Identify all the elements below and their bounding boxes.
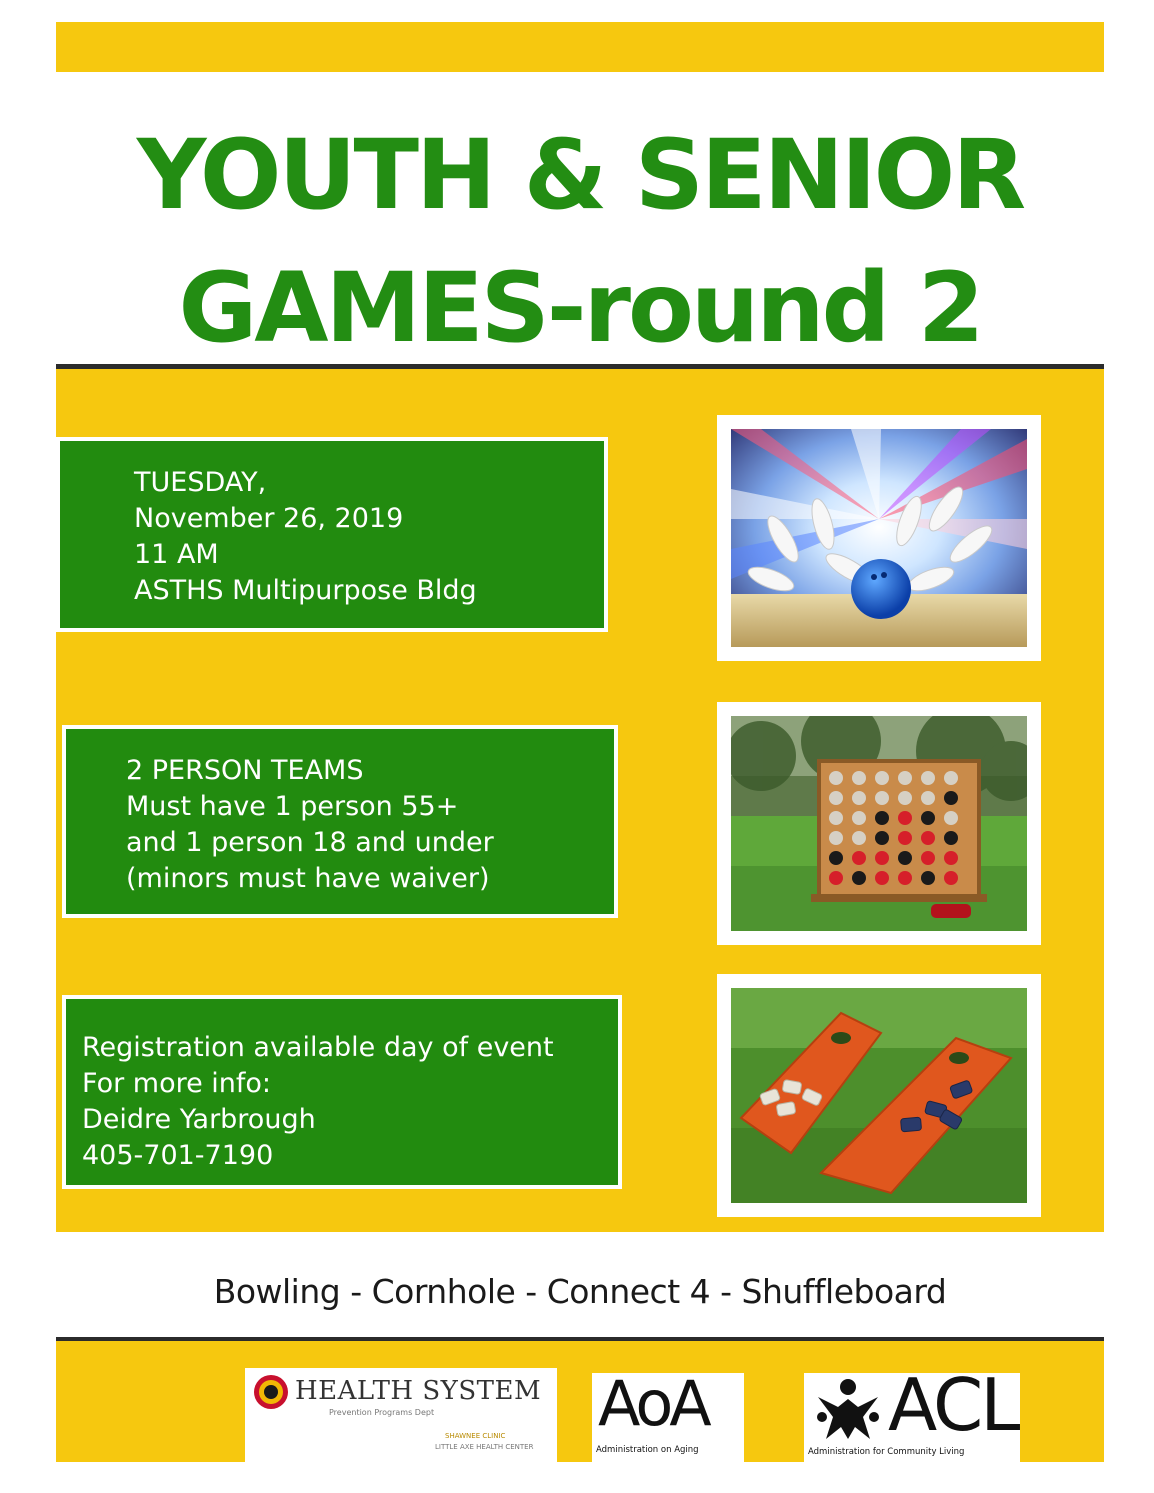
bowling-photo-frame	[717, 415, 1041, 661]
health-system-tagline: Prevention Programs Dept	[329, 1408, 435, 1417]
aoa-mark: AoA	[598, 1373, 708, 1440]
aoa-logo	[592, 1373, 744, 1462]
poster-title-line-2: GAMES-round 2	[178, 252, 982, 364]
contact-phone: 405-701-7190	[82, 1140, 274, 1171]
event-details-box	[56, 437, 608, 632]
health-system-logo	[245, 1368, 557, 1462]
registration-line-2: For more info:	[82, 1068, 272, 1099]
team-rules-box	[62, 725, 618, 918]
team-rules-line-1: 2 PERSON TEAMS	[126, 755, 364, 786]
cornhole-photo-frame	[717, 974, 1041, 1217]
team-rules-line-4: (minors must have waiver)	[126, 863, 490, 894]
health-system-name: HEALTH SYSTEM	[295, 1376, 542, 1406]
acl-subtitle: Administration for Community Living	[808, 1447, 965, 1457]
contact-name: Deidre Yarbrough	[82, 1104, 316, 1135]
title-band	[56, 72, 1104, 364]
acl-logo	[804, 1373, 1020, 1462]
health-system-center: LITTLE AXE HEALTH CENTER	[435, 1443, 534, 1451]
event-poster	[56, 22, 1104, 1462]
games-list-band	[56, 1232, 1104, 1337]
event-location: ASTHS Multipurpose Bldg	[134, 575, 477, 606]
bowling-photo	[731, 429, 1027, 647]
registration-line-1: Registration available day of event	[82, 1032, 554, 1063]
acl-figure-icon	[808, 1377, 888, 1443]
connect-four-photo-frame	[717, 702, 1041, 945]
team-rules-line-2: Must have 1 person 55+	[126, 791, 459, 822]
cornhole-photo	[731, 988, 1027, 1203]
connect-four-photo	[731, 716, 1027, 931]
event-time: 11 AM	[134, 539, 219, 570]
registration-box	[62, 995, 622, 1189]
health-system-clinic: SHAWNEE CLINIC	[445, 1432, 506, 1440]
event-day: TUESDAY,	[134, 467, 267, 498]
team-rules-line-3: and 1 person 18 and under	[126, 827, 494, 858]
poster-title-line-1: YOUTH & SENIOR	[136, 119, 1024, 231]
health-system-seal-icon	[253, 1374, 289, 1410]
event-date: November 26, 2019	[134, 503, 404, 534]
games-list: Bowling - Cornhole - Connect 4 - Shuffleboard	[213, 1272, 947, 1311]
aoa-subtitle: Administration on Aging	[596, 1445, 699, 1455]
acl-mark: ACL	[888, 1373, 1018, 1447]
